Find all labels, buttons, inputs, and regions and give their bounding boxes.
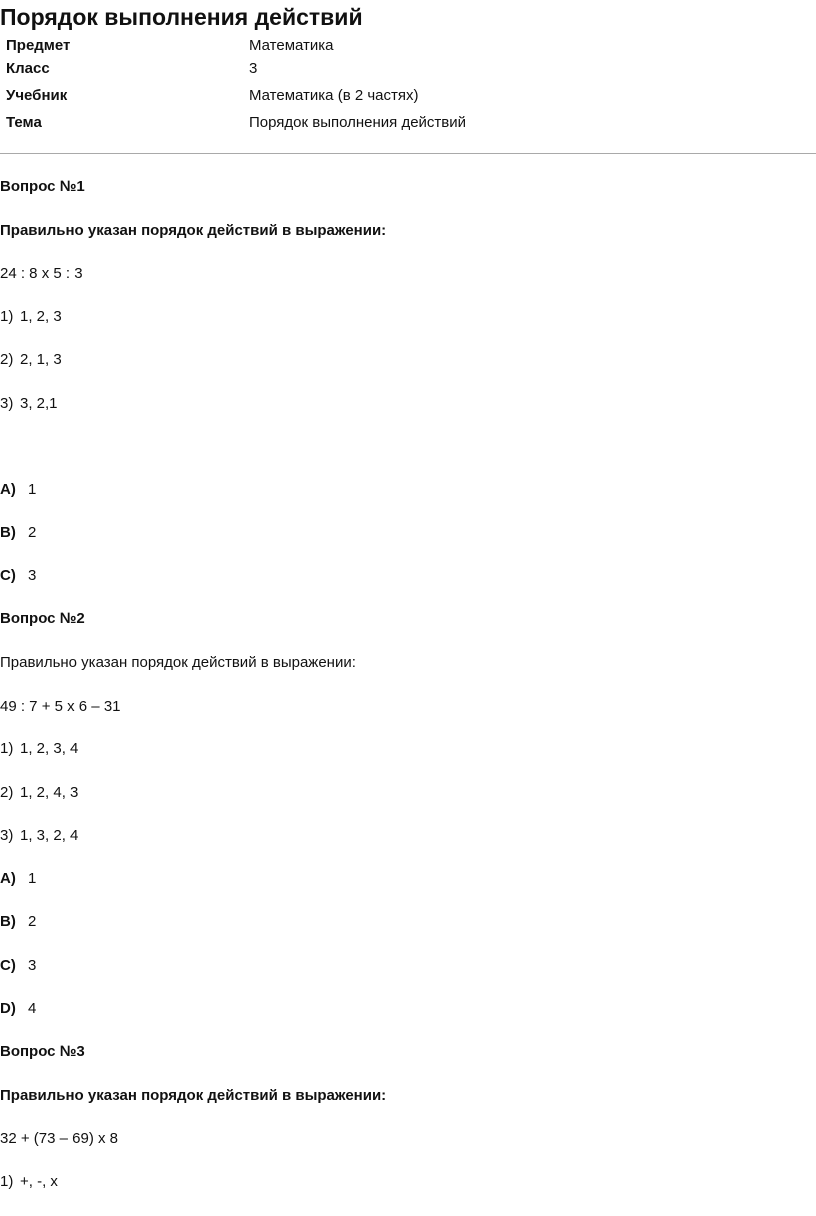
option-text: 1, 3, 2, 4 [20,827,79,844]
question-2-option-1 [0,740,78,757]
question-2-expression: 49 : 7 + 5 х 6 – 31 [0,698,121,715]
question-2-prompt: Правильно указан порядок действий в выражении: [0,654,356,671]
question-3-heading: Вопрос №3 [0,1043,85,1060]
option-number: 1) [0,740,14,757]
answer-key: C) [0,567,16,584]
option-text: 1, 2, 4, 3 [20,784,79,801]
option-number: 2) [0,784,14,801]
question-2-option-3 [0,827,78,844]
answer-text: 2 [28,913,37,930]
meta-value-textbook: Математика (в 2 частях) [249,87,419,104]
answer-text: 3 [28,957,37,974]
question-1-answer-c [0,567,36,584]
answer-text: 1 [28,870,37,887]
answer-text: 3 [28,567,37,584]
header-divider [0,153,816,154]
answer-text: 2 [28,524,37,541]
question-1-prompt: Правильно указан порядок действий в выражении: [0,222,387,239]
meta-key-subject: Предмет [6,37,71,54]
option-number: 3) [0,827,14,844]
option-number: 2) [0,351,14,368]
option-text: +, -, х [20,1173,58,1190]
meta-key-grade: Класс [6,60,50,77]
option-text: 2, 1, 3 [20,351,62,368]
meta-value-grade: 3 [249,60,258,77]
question-3-expression: 32 + (73 – 69) х 8 [0,1130,118,1147]
answer-key: D) [0,1000,16,1017]
answer-key: B) [0,913,16,930]
answer-text: 4 [28,1000,37,1017]
option-number: 1) [0,1173,14,1190]
option-text: 1, 2, 3 [20,308,62,325]
question-3-prompt: Правильно указан порядок действий в выражении: [0,1087,387,1104]
question-2-answer-b [0,913,36,930]
answer-key: A) [0,870,16,887]
question-2-answer-a [0,870,36,887]
option-number: 3) [0,395,14,412]
option-number: 1) [0,308,14,325]
option-text: 1, 2, 3, 4 [20,740,79,757]
answer-key: A) [0,481,16,498]
option-text: 3, 2,1 [20,395,58,412]
meta-value-subject: Математика [249,37,334,54]
question-1-expression: 24 : 8 х 5 : 3 [0,265,83,282]
answer-text: 1 [28,481,37,498]
page-title: Порядок выполнения действий [0,4,363,30]
question-3-option-1 [0,1173,58,1190]
meta-value-topic: Порядок выполнения действий [249,114,467,131]
meta-key-textbook: Учебник [6,87,68,104]
question-2-answer-c [0,957,36,974]
question-2-option-2 [0,784,78,801]
answer-key: C) [0,957,16,974]
meta-key-topic: Тема [6,114,42,131]
question-2-answer-d [0,1000,36,1017]
question-1-heading: Вопрос №1 [0,178,85,195]
question-1-option-1 [0,308,62,325]
question-1-option-3 [0,395,58,412]
question-1-answer-a [0,481,36,498]
answer-key: B) [0,524,16,541]
question-1-option-2 [0,351,62,368]
question-2-heading: Вопрос №2 [0,610,85,627]
question-1-answer-b [0,524,36,541]
